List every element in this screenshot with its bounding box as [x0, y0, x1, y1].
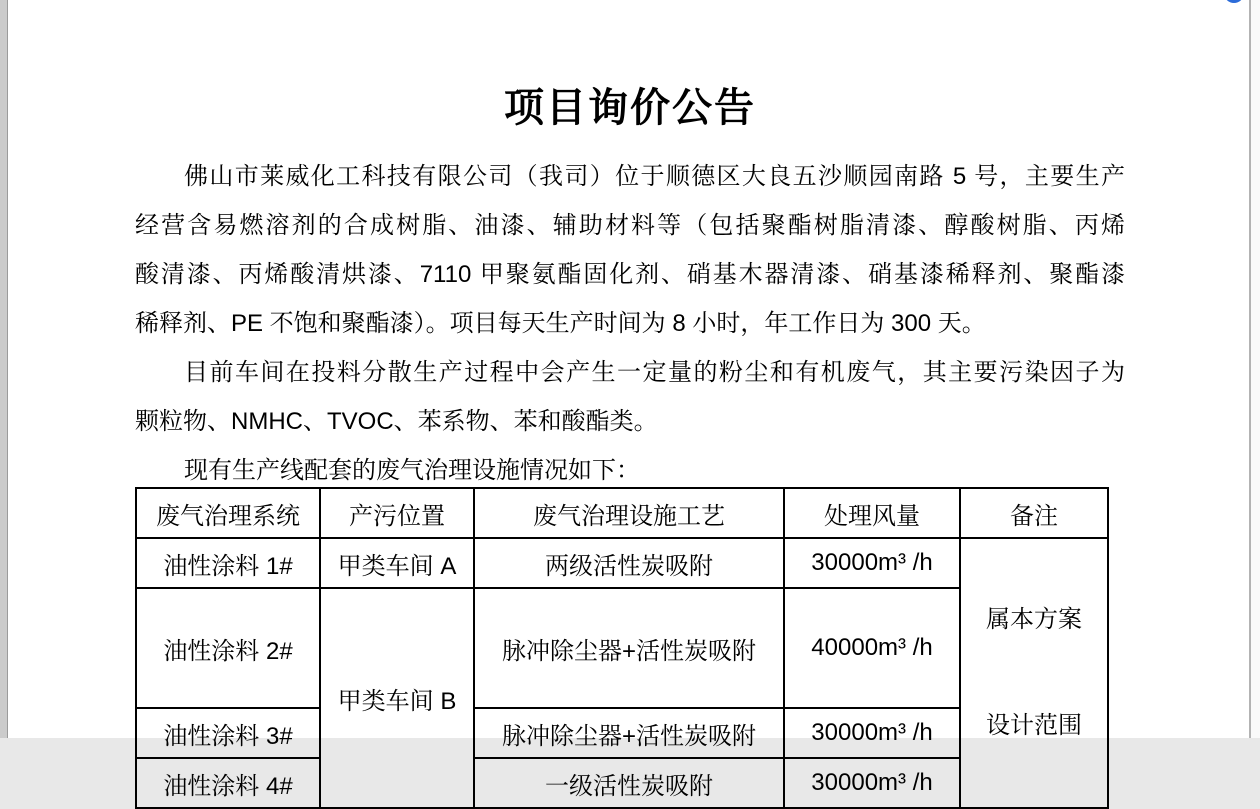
cell-system: 油性涂料 2#	[136, 588, 320, 708]
cell-process: 脉冲除尘器+活性炭吸附	[474, 588, 784, 708]
cell-airflow: 30000m³ /h	[784, 708, 960, 758]
paragraph-line: 现有生产线配套的废气治理设施情况如下：	[184, 457, 640, 484]
waste-gas-treatment-table	[135, 487, 1109, 809]
paragraph-line: 颗粒物、NMHC、TVOC、苯系物、苯和酸酯类。	[135, 408, 658, 435]
cell-system: 油性涂料 3#	[136, 708, 320, 758]
paragraph-line: 经营含易燃溶剂的合成树脂、油漆、辅助材料等（包括聚酯树脂清漆、醇酸树脂、丙烯	[135, 212, 1125, 239]
table-header-row	[136, 488, 1108, 538]
table-row	[136, 538, 1108, 588]
header-process: 废气治理设施工艺	[474, 488, 784, 538]
cell-process: 两级活性炭吸附	[474, 538, 784, 588]
paragraph-line: 佛山市莱威化工科技有限公司（我司）位于顺德区大良五沙顺园南路 5 号，主要生产	[184, 163, 1125, 190]
cell-location-merged: 甲类车间 B	[320, 588, 474, 808]
viewer-left-gutter	[0, 0, 8, 738]
cell-airflow: 30000m³ /h	[784, 538, 960, 588]
paragraph-company-intro	[135, 152, 1125, 348]
paragraph-pollutants	[135, 348, 1125, 446]
cell-process: 一级活性炭吸附	[474, 758, 784, 808]
cell-process: 脉冲除尘器+活性炭吸附	[474, 708, 784, 758]
remark-line: 属本方案	[986, 606, 1082, 633]
header-airflow: 处理风量	[784, 488, 960, 538]
header-system: 废气治理系统	[136, 488, 320, 538]
header-remark: 备注	[960, 488, 1108, 538]
paragraph-line: 酸清漆、丙烯酸清烘漆、7110 甲聚氨酯固化剂、硝基木器清漆、硝基漆稀释剂、聚酯漆	[135, 261, 1125, 288]
cell-remark-merged	[960, 538, 1108, 808]
cell-airflow: 40000m³ /h	[784, 588, 960, 708]
cell-location: 甲类车间 A	[320, 538, 474, 588]
viewer-right-gutter	[1251, 0, 1260, 738]
cell-system: 油性涂料 4#	[136, 758, 320, 808]
document-page	[8, 0, 1250, 800]
page-title: 项目询价公告	[504, 85, 756, 130]
cell-airflow: 30000m³ /h	[784, 758, 960, 808]
remark-line: 设计范围	[986, 712, 1082, 739]
paragraph-line: 稀释剂、PE 不饱和聚酯漆）。项目每天生产时间为 8 小时，年工作日为 300 天。	[135, 310, 986, 337]
paragraph-line: 目前车间在投料分散生产过程中会产生一定量的粉尘和有机废气，其主要污染因子为	[184, 359, 1125, 386]
header-location: 产污位置	[320, 488, 474, 538]
cell-system: 油性涂料 1#	[136, 538, 320, 588]
